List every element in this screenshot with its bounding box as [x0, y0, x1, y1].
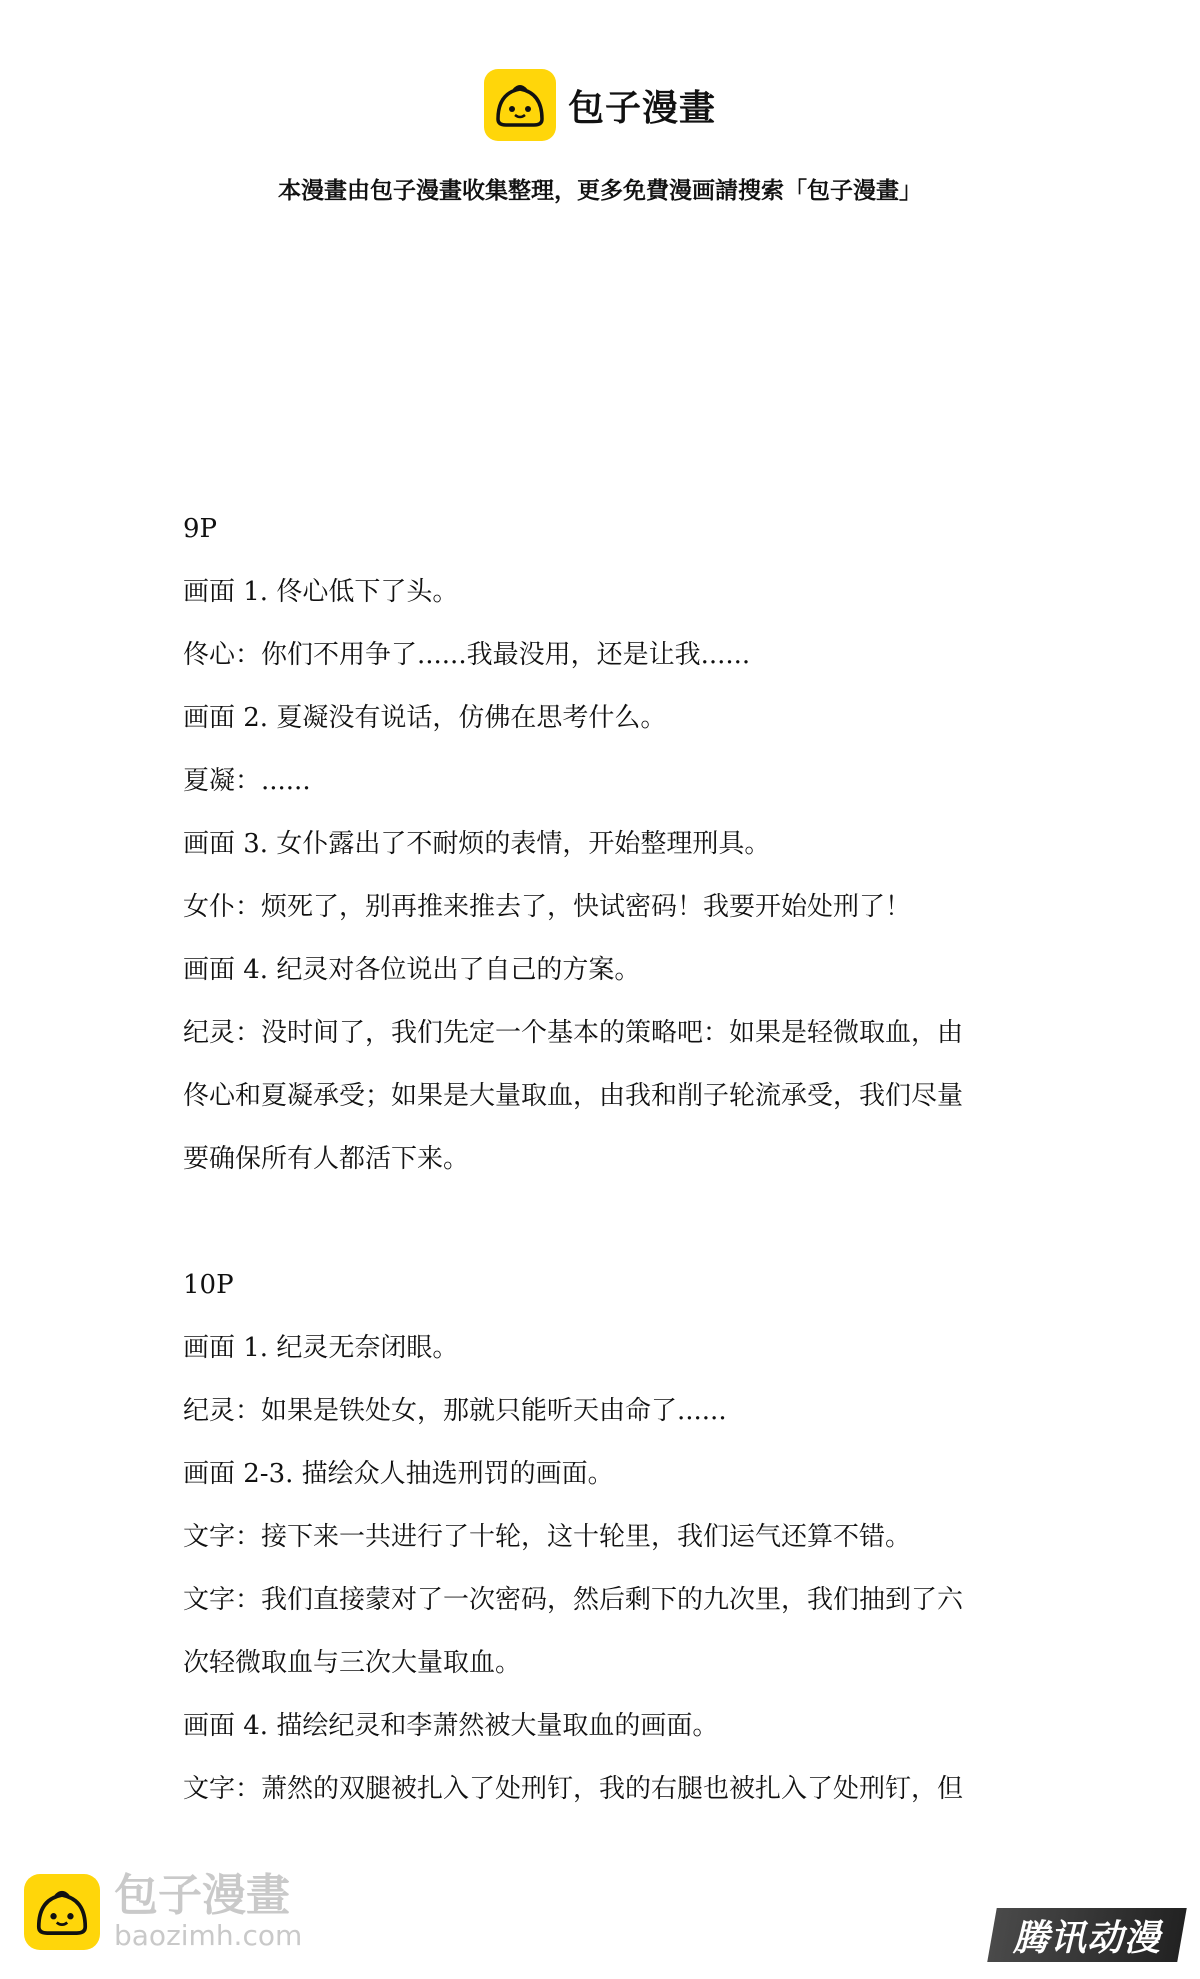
footer-logo: [24, 1872, 302, 1952]
footer-url: baozimh.com: [114, 1919, 303, 1952]
script-line: 文字：我们直接蒙对了一次密码，然后剩下的九次里，我们抽到了六: [183, 1585, 964, 1615]
script-line: 文字：接下来一共进行了十轮，这十轮里，我们运气还算不错。: [183, 1522, 912, 1552]
script-line: 画面 2. 夏凝没有说话，仿佛在思考什么。: [183, 703, 667, 733]
script-line: 纪灵：如果是铁处女，那就只能听天由命了......: [183, 1396, 727, 1426]
script-line: 夏凝：......: [183, 766, 311, 796]
script-line: 纪灵：没时间了，我们先定一个基本的策略吧：如果是轻微取血，由: [183, 1018, 964, 1048]
script-line: 女仆：烦死了，别再推来推去了，快试密码！我要开始处刑了！: [183, 892, 912, 922]
section-gap: [183, 1191, 1033, 1254]
script-line: 佟心和夏凝承受；如果是大量取血，由我和削子轮流承受，我们尽量: [183, 1081, 964, 1111]
source-notice: 本漫畫由包子漫畫收集整理，更多免費漫画請搜索「包子漫畫」: [278, 178, 922, 204]
brand-name: 包子漫畫: [567, 87, 716, 129]
footer-brand-name: 包子漫畫: [114, 1870, 290, 1921]
page-number: 10P: [183, 1270, 234, 1300]
watermark-text: 腾讯动漫: [1012, 1917, 1161, 1959]
script-line: 佟心：你们不用争了......我最没用，还是让我......: [183, 640, 751, 670]
page-number: 9P: [183, 514, 218, 544]
script-line: 画面 4. 描绘纪灵和李萧然被大量取血的画面。: [183, 1711, 719, 1741]
script-line: 画面 4. 纪灵对各位说出了自己的方案。: [183, 955, 641, 985]
script-line: 画面 1. 佟心低下了头。: [183, 577, 459, 607]
script-content: [183, 498, 1033, 1821]
script-line: 次轻微取血与三次大量取血。: [183, 1648, 522, 1678]
script-line: 画面 3. 女仆露出了不耐烦的表情，开始整理刑具。: [183, 829, 771, 859]
script-line: 画面 2-3. 描绘众人抽选刑罚的画面。: [183, 1459, 614, 1489]
bun-face-icon: [24, 1874, 100, 1950]
watermark-badge: [987, 1908, 1187, 1962]
script-line: 画面 1. 纪灵无奈闭眼。: [183, 1333, 459, 1363]
header: [0, 60, 1200, 150]
script-line: 要确保所有人都活下来。: [183, 1144, 470, 1174]
script-line: 文字：萧然的双腿被扎入了处刑钉，我的右腿也被扎入了处刑钉，但: [183, 1774, 964, 1804]
bun-face-icon: [484, 69, 556, 141]
